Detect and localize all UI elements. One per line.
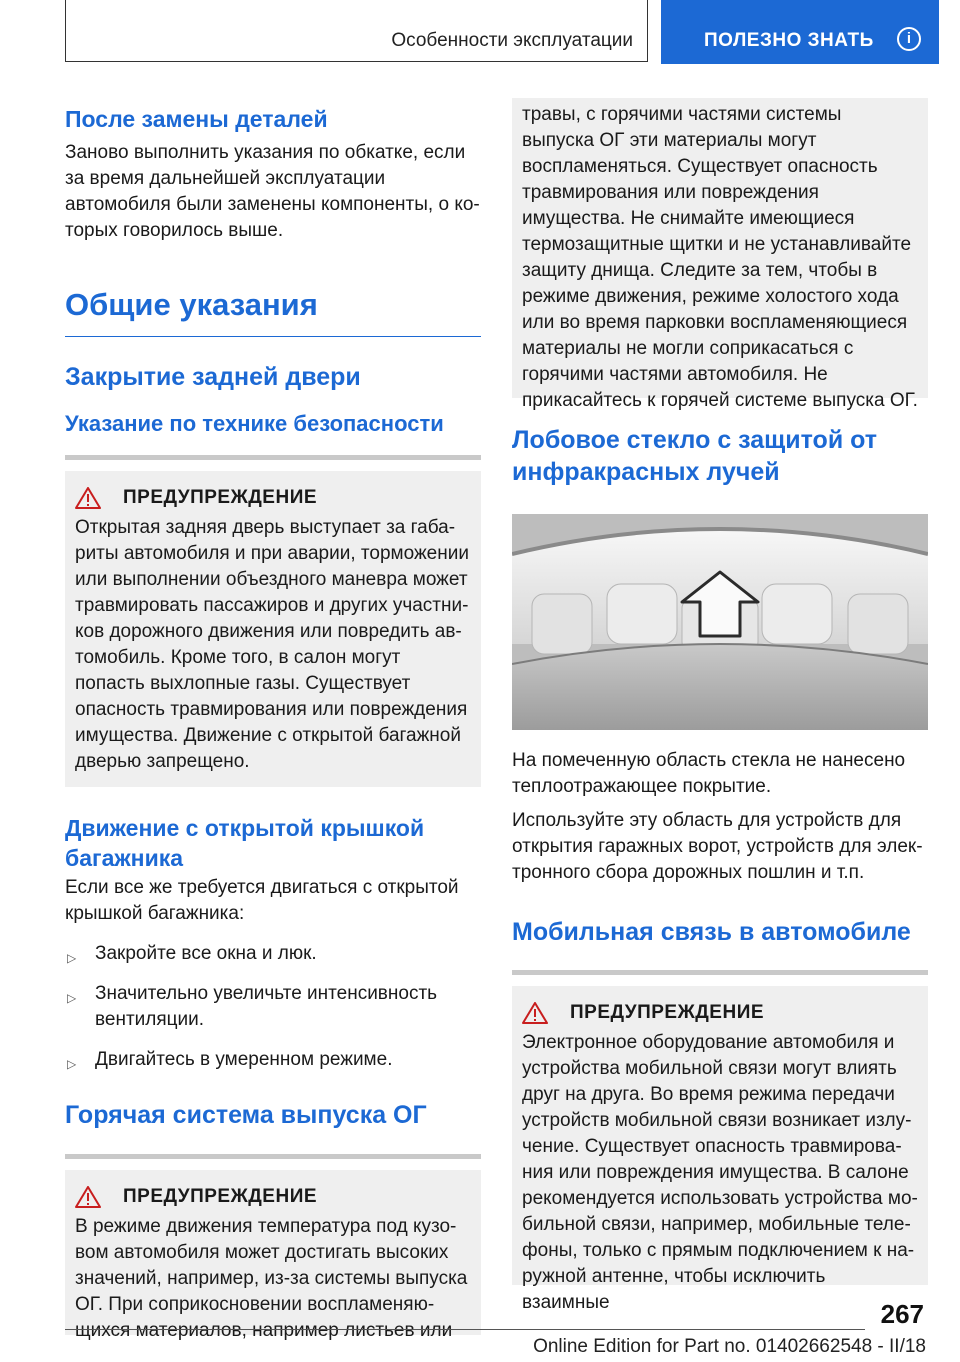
mobile-rule xyxy=(512,970,928,975)
driving-open-intro: Если все же требуется двигаться с открытой крышкой багажника: xyxy=(65,877,459,924)
header-section-title: Особенности эксплуатации xyxy=(391,30,633,51)
tailgate-heading: Закрытие задней двери xyxy=(65,363,361,391)
general-heading-rule xyxy=(65,336,481,337)
warning-label: ПРЕДУПРЕЖДЕНИЕ xyxy=(123,1186,318,1207)
list-item: ▷ Закройте все окна и люк. xyxy=(65,941,481,967)
tailgate-warning-text: Открытая задняя дверь выступает за габариты автомобиля и при аварии, торможении или выполнении объездного маневра может травмировать пассажиров и других участников дорожного движения или повредить автомобиль. Кроме того, в салон могут попасть выхлопные газы. Существует опасность травмирования или повреждения имущества. Движение с открытой багажной дверью запрещено. xyxy=(75,517,469,772)
warning-triangle-icon xyxy=(75,487,101,509)
warning-triangle-icon xyxy=(522,1002,548,1024)
after-replacement-text: Заново выполнить указания по обкатке, если за время дальнейшей эксплуатации автомобиля были заменены компоненты, о которых говорилось выше. xyxy=(65,142,480,241)
bullet-triangle-icon: ▷ xyxy=(67,1057,77,1071)
left-column xyxy=(65,98,481,1341)
right-column xyxy=(512,98,928,1313)
car-interior-illustration xyxy=(512,514,928,730)
footer-edition: Online Edition for Part no. 01402662548 - II/18 xyxy=(533,1336,926,1357)
warning-label: ПРЕДУПРЕЖДЕНИЕ xyxy=(570,1002,765,1023)
bullet-triangle-icon: ▷ xyxy=(67,991,77,1005)
warning-label: ПРЕДУПРЕЖДЕНИЕ xyxy=(123,487,318,508)
exhaust-warning-text: В режиме движения температура под кузовом автомобиля может достигать высоких значений, например, из-за системы выпуска ОГ. При соприкосновении воспламеняющихся материалов, например листьев или xyxy=(75,1216,468,1341)
safety-rule xyxy=(65,455,481,460)
driving-open-heading: Движение с открытой крышкой багажника xyxy=(65,815,425,871)
windshield-text-2: Используйте эту область для устройств для открытия гаражных ворот, устройств для электронного сбора дорожных пошлин и т.п. xyxy=(512,810,923,883)
warning-triangle-icon xyxy=(75,1186,101,1208)
list-item: ▷ Значительно увеличьте интенсивность вентиляции. xyxy=(67,983,438,1030)
list-item: ▷ Двигайтесь в умеренном режиме. xyxy=(65,1047,481,1073)
exhaust-warning-box xyxy=(65,1170,481,1341)
header-section-box xyxy=(65,0,648,62)
exhaust-warning-continued xyxy=(512,98,928,411)
exhaust-warning-continued-text: травы, с горячими частями системы выпуска ОГ эти материалы могут воспламеняться. Существует опасность травмирования или повреждения имущества. Не снимайте имеющиеся термозащитные щитки и не устанавливайте защиту днища. Следите за тем, чтобы в режиме движения, режиме холостого хода или во время парковки воспламеняющиеся материалы не могли соприкасаться с горячими частями автомобиля. Не прикасайтесь к горячей системе выпуска ОГ. xyxy=(522,104,918,411)
general-heading: Общие указания xyxy=(65,287,318,322)
exhaust-rule xyxy=(65,1154,481,1159)
mobile-heading: Мобильная связь в автомобиле xyxy=(512,918,911,946)
mobile-warning-text: Электронное оборудование автомобиля и устройства мобильной связи могут влиять друг на друга. Во время режима передачи устройств мобильной связи возникает излучение. Существует опасность травмирования или повреждения имущества. В салоне рекомендуется использовать устройства мобильной связи, например, мобильные телефоны, только с прямым подключением к наружной антенне, чтобы исключить взаимные xyxy=(522,1032,918,1313)
header-tab[interactable] xyxy=(661,0,939,64)
page-number: 267 xyxy=(880,1299,924,1329)
windshield-text-1: На помеченную область стекла не нанесено теплоотражающее покрытие. xyxy=(512,750,906,797)
info-icon[interactable]: i xyxy=(897,27,921,51)
header-tab-label: ПОЛЕЗНО ЗНАТЬ xyxy=(704,30,874,51)
mobile-warning-box xyxy=(512,986,928,1313)
safety-note-heading: Указание по технике безопасности xyxy=(65,411,444,436)
after-replacement-heading: После замены деталей xyxy=(65,106,328,132)
windshield-heading: Лобовое стекло с защитой от инфракрасных лучей xyxy=(512,426,878,486)
exhaust-heading: Горячая система выпуска ОГ xyxy=(65,1101,427,1129)
footer-rule xyxy=(65,1329,865,1330)
driving-open-list xyxy=(65,941,481,1073)
tailgate-warning-box xyxy=(65,471,481,787)
bullet-triangle-icon: ▷ xyxy=(67,951,77,965)
windshield-photo xyxy=(512,514,928,730)
